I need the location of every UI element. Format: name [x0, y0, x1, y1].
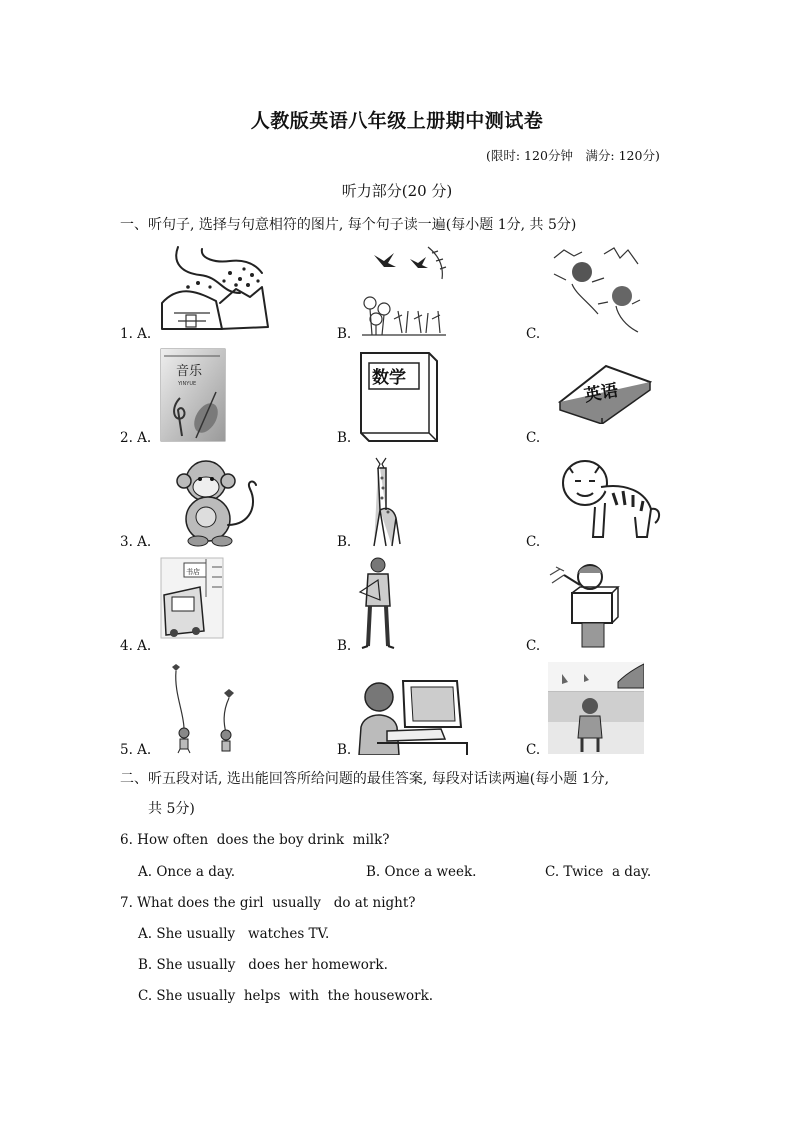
row4-label-b: B.: [337, 638, 352, 654]
giraffe-picture: [366, 454, 406, 548]
math-book-picture: [357, 347, 441, 443]
q6-option-c: C. Twice a day.: [545, 864, 652, 880]
music-book-title: 音乐: [176, 364, 203, 379]
row5-label-a: 5. A.: [120, 742, 152, 758]
tiger-picture: [555, 457, 663, 543]
row3-label-a: 3. A.: [120, 534, 152, 550]
q6-option-b: B. Once a week.: [366, 864, 477, 880]
row1-label-a: 1. A.: [120, 326, 152, 342]
children-flying-picture: [546, 244, 646, 336]
snow-scene-picture: [160, 243, 270, 335]
teacher-picture: [358, 556, 398, 650]
part2-heading-line1: 二、听五段对话, 选出能回答所给问题的最佳答案, 每段对话读两遍(每小题 1分,: [120, 771, 610, 787]
q6-option-a: A. Once a day.: [138, 864, 236, 880]
time-score-limit: (限时: 120分钟 满分: 120分): [486, 148, 660, 163]
beach-picture: [548, 662, 644, 754]
row3-label-c: C.: [526, 534, 541, 550]
row4-label-c: C.: [526, 638, 541, 654]
row4-label-a: 4. A.: [120, 638, 152, 654]
row5-label-b: B.: [337, 742, 352, 758]
music-book-subtitle: YINYUE: [178, 381, 197, 387]
part2-heading-line2: 共 5分): [148, 801, 195, 817]
english-book-picture: [556, 362, 652, 424]
english-book-title: 英语: [582, 380, 620, 407]
q7-option-c: C. She usually helps with the housework.: [138, 988, 434, 1004]
row5-label-c: C.: [526, 742, 541, 758]
page-title: 人教版英语八年级上册期中测试卷: [250, 110, 544, 132]
question-6: 6. How often does the boy drink milk?: [120, 832, 390, 848]
kites-picture: [170, 663, 242, 755]
math-book-title: 数学: [372, 368, 406, 388]
boy-in-box-picture: [548, 561, 620, 651]
row2-label-c: C.: [526, 430, 541, 446]
music-book-picture: [160, 348, 226, 442]
row2-label-b: B.: [337, 430, 352, 446]
bus-street-picture: [160, 557, 224, 639]
q7-option-b: B. She usually does her homework.: [138, 957, 388, 973]
q7-option-a: A. She usually watches TV.: [138, 926, 330, 942]
part1-heading: 一、听句子, 选择与句意相符的图片, 每个句子读一遍(每小题 1分, 共 5分): [120, 217, 577, 233]
row2-label-a: 2. A.: [120, 430, 152, 446]
monkey-picture: [170, 455, 266, 547]
row3-label-b: B.: [337, 534, 352, 550]
section-title-listening: 听力部分(20 分): [341, 182, 453, 200]
question-7: 7. What does the girl usually do at night?: [120, 895, 416, 911]
row1-label-b: B.: [337, 326, 352, 342]
row1-label-c: C.: [526, 326, 541, 342]
boy-at-computer-picture: [357, 677, 469, 755]
shop-sign-text: 书店: [186, 568, 200, 576]
swallows-flowers-picture: [358, 245, 450, 339]
